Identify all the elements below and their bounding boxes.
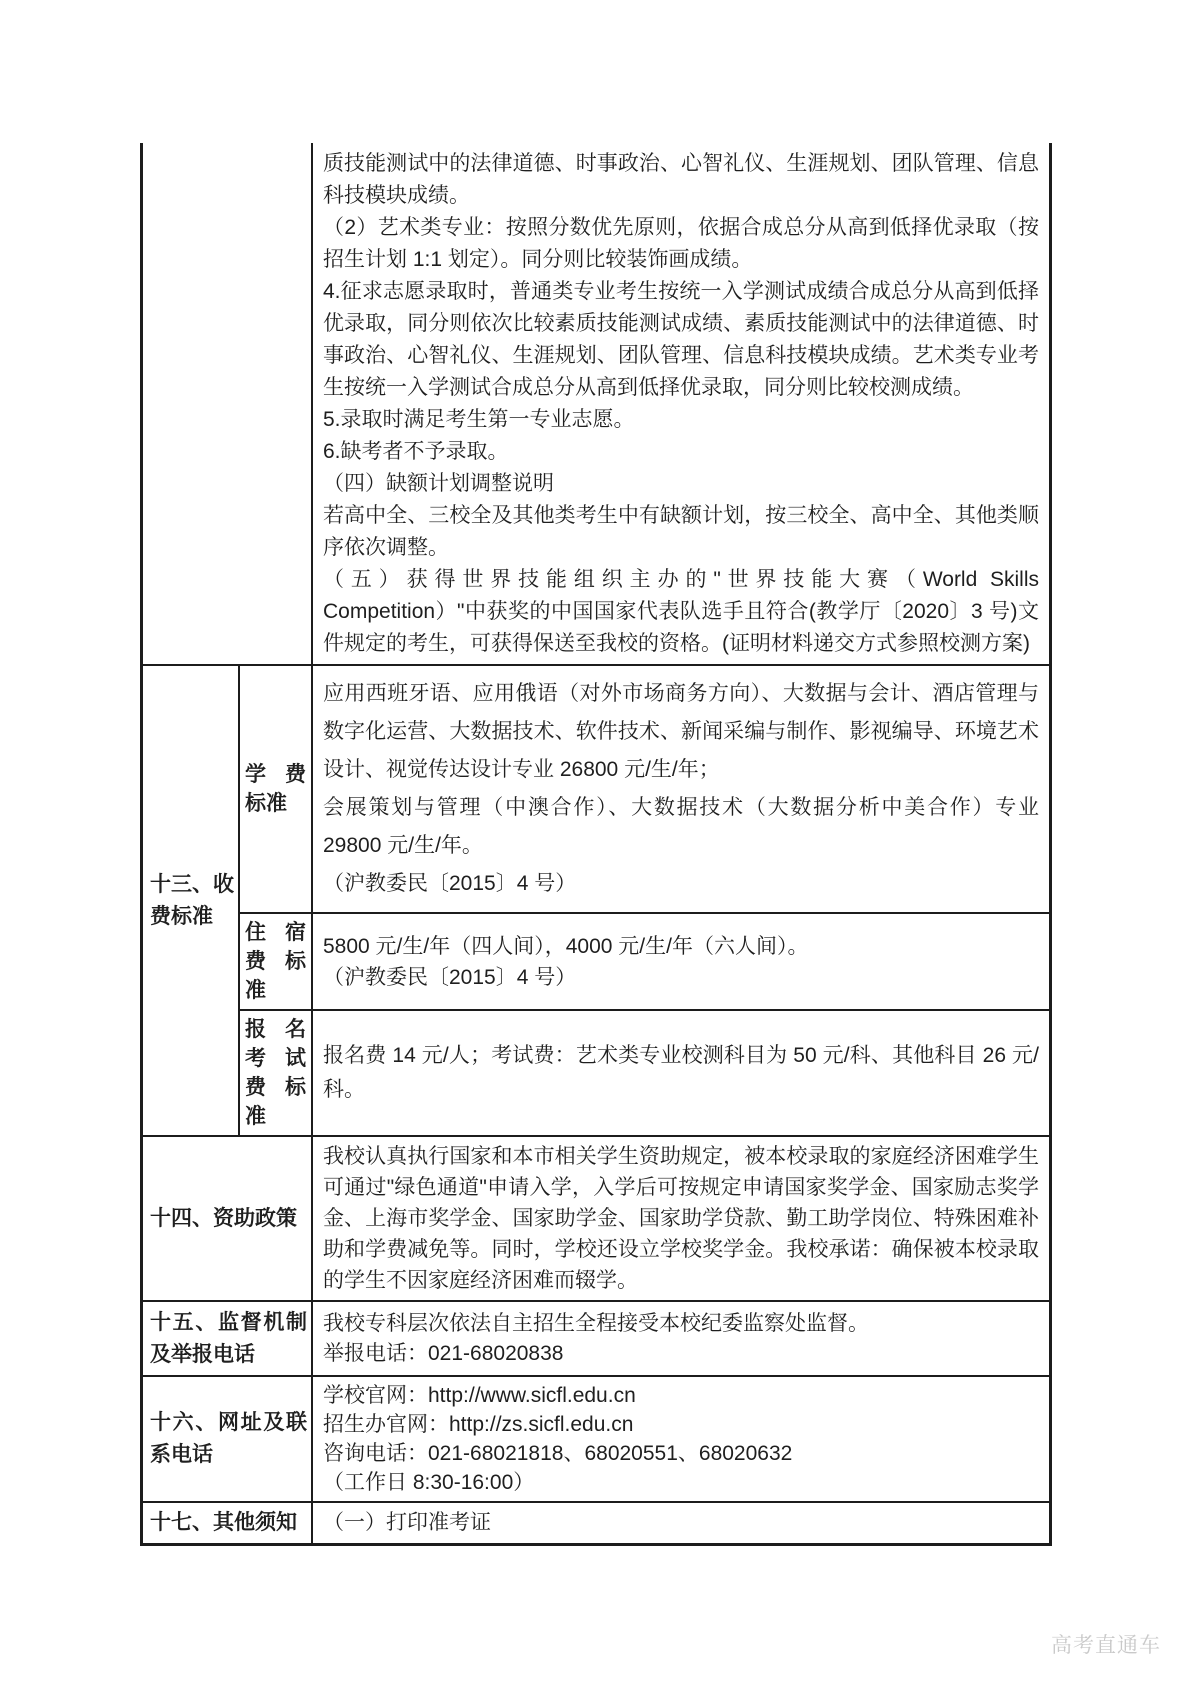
row-content-aid-policy — [313, 1137, 1049, 1300]
subrow-header-label: 学费标准 — [245, 763, 306, 815]
table-row-17-other-notices — [143, 1501, 1049, 1543]
inquiry-phone: 咨询电话：021-68021818、68020551、68020632 — [323, 1442, 793, 1465]
paragraph: 会展策划与管理（中澳合作）、大数据技术（大数据分析中美合作）专业 29800 元/生/年。 — [323, 796, 1039, 857]
paragraph: 应用西班牙语、应用俄语（对外市场商务方向）、大数据与会计、酒店管理与数字化运营、大数据技术、软件技术、新闻采编与制作、影视编导、环境艺术设计、视觉传达设计专业 26800 元/生/年； — [323, 682, 1039, 781]
paragraph: （沪教委民〔2015〕4 号） — [323, 965, 577, 989]
watermark: 高考直通车 — [1051, 1634, 1161, 1657]
paragraph: 6.缺考者不予录取。 — [323, 440, 509, 463]
paragraph: （一）打印准考证 — [323, 1511, 491, 1534]
row-header-17-other-notices — [143, 1503, 313, 1543]
subrow-header-label: 报名考试费标准 — [245, 1018, 306, 1128]
paragraph: （沪教委民〔2015〕4 号） — [323, 872, 577, 895]
paragraph: （五）获得世界技能组织主办的"世界技能大赛（World Skills Competition）"中获奖的中国国家代表队选手且符合(教学厅〔2020〕3 号)文件规定的考生，可获得保送至我校的资格。(证明材料递交方式参照校测方案) — [323, 568, 1039, 655]
row-header-empty — [143, 143, 313, 664]
paragraph: 我校专科层次依法自主招生全程接受本校纪委监察处监督。 — [323, 1311, 869, 1335]
subrow-content-accommodation — [313, 914, 1049, 1009]
subrow-header-label: 住宿费标准 — [245, 921, 306, 1002]
subrow-header-tuition — [240, 666, 313, 912]
school-website-url: 学校官网：http://www.sicfl.edu.cn — [323, 1384, 636, 1407]
subrow-tuition — [240, 666, 1049, 912]
paragraph: （2）艺术类专业：按照分数优先原则，依据合成总分从高到低择优录取（按招生计划 1:1 划定）。同分则比较装饰画成绩。 — [323, 216, 1039, 271]
paragraph: 4.征求志愿录取时，普通类专业考生按统一入学测试成绩合成总分从高到低择优录取，同分则依次比较素质技能测试成绩、素质技能测试中的法律道德、时事政治、心智礼仪、生涯规划、团队管理、信息科技模块成绩。艺术类专业考生按统一入学测试合成总分从高到低择优录取，同分则比较校测成绩。 — [323, 280, 1039, 399]
report-phone: 举报电话：021-68020838 — [323, 1341, 564, 1365]
subrow-header-accommodation — [240, 914, 313, 1009]
table-row-13-fees — [143, 664, 1049, 1135]
paragraph: 报名费 14 元/人；考试费：艺术类专业校测科目为 50 元/科、其他科目 26 元/科。 — [323, 1044, 1039, 1101]
paragraph: 5.录取时满足考生第一专业志愿。 — [323, 408, 635, 431]
row-content-other-notices — [313, 1503, 1049, 1543]
paragraph: 我校认真执行国家和本市相关学生资助规定，被本校录取的家庭经济困难学生可通过"绿色通道"申请入学，入学后可按规定申请国家奖学金、国家励志奖学金、上海市奖学金、国家助学金、国家助学贷款、勤工助学岗位、特殊困难补助和学费减免等。同时，学校还设立学校奖学金。我校承诺：确保被本校录取的学生不因家庭经济困难而辍学。 — [323, 1145, 1039, 1292]
table-row-16-contact — [143, 1375, 1049, 1501]
row-header-16-contact — [143, 1377, 313, 1501]
row-header-label: 十五、监督机制及举报电话 — [150, 1310, 307, 1366]
admissions-table — [140, 143, 1052, 1546]
paragraph: 质技能测试中的法律道德、时事政治、心智礼仪、生涯规划、团队管理、信息科技模块成绩。 — [323, 152, 1039, 207]
row-header-15-supervision — [143, 1302, 313, 1375]
row-content-contact — [313, 1377, 1049, 1501]
row-header-label: 十七、其他须知 — [150, 1511, 297, 1534]
fees-subcolumn — [240, 666, 1049, 1135]
row-header-13-fees — [143, 666, 240, 1135]
table-row-14-aid-policy — [143, 1135, 1049, 1300]
row-header-label: 十三、收费标准 — [150, 872, 234, 928]
subrow-content-registration-fee — [313, 1011, 1049, 1135]
subrow-registration-fee — [240, 1009, 1049, 1135]
subrow-content-tuition — [313, 666, 1049, 912]
table-row-15-supervision — [143, 1300, 1049, 1375]
row-content-continuation — [313, 143, 1049, 664]
row-header-label: 十四、资助政策 — [150, 1206, 297, 1230]
subrow-header-registration-fee — [240, 1011, 313, 1135]
row-content-supervision — [313, 1302, 1049, 1375]
row-header-14-aid-policy — [143, 1137, 313, 1300]
paragraph: （四）缺额计划调整说明 — [323, 472, 554, 495]
admissions-website-url: 招生办官网：http://zs.sicfl.edu.cn — [323, 1413, 634, 1436]
subrow-accommodation — [240, 912, 1049, 1009]
table-row-continuation — [143, 143, 1049, 664]
office-hours: （工作日 8:30-16:00） — [323, 1471, 535, 1494]
paragraph: 若高中全、三校全及其他类考生中有缺额计划，按三校全、高中全、其他类顺序依次调整。 — [323, 504, 1039, 559]
row-header-label: 十六、网址及联系电话 — [150, 1411, 307, 1466]
paragraph: 5800 元/生/年（四人间），4000 元/生/年（六人间）。 — [323, 934, 809, 958]
